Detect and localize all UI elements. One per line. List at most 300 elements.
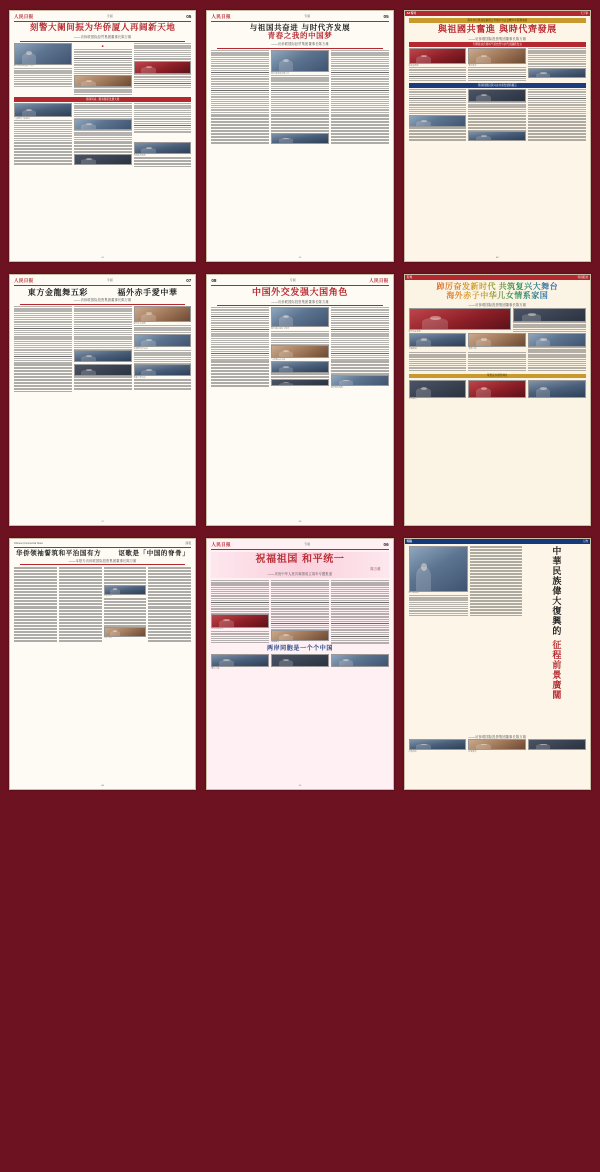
- page-headline: 刻警大阑间振为华侨厦人再阔新天地: [29, 22, 176, 33]
- column-area-top: [409, 308, 586, 333]
- masthead: [14, 14, 191, 22]
- column-2: [74, 306, 132, 334]
- page-headline: 與祖國共奮進 與時代齊發展: [437, 24, 557, 35]
- headline-block: [409, 25, 586, 41]
- body-text: [409, 352, 467, 372]
- column-8: [74, 364, 132, 392]
- bottom-headline-block: [211, 646, 388, 653]
- photo-caption: 与会嘉宾合影留念: [14, 117, 31, 120]
- vertical-title-column: [524, 546, 586, 734]
- page-subtitle: ——访侨联国际投资集团董事长陈万雄: [271, 299, 329, 304]
- column-area-bottom: [409, 739, 586, 753]
- page-footer: 05: [101, 257, 104, 260]
- column-5: [14, 607, 57, 643]
- column-5: [528, 333, 586, 352]
- page-headline-left: 华侨领袖誓筑和平治国有方: [16, 548, 102, 557]
- column-4: [409, 89, 467, 115]
- top-bar: [405, 275, 590, 280]
- page-subtitle: ——访侨联国际投资集团董事长陈万雄: [468, 36, 527, 41]
- body-text: [74, 306, 132, 334]
- masthead-logo: 人民日报: [14, 278, 34, 283]
- headline-row: [14, 288, 191, 297]
- body-text: [14, 68, 72, 88]
- masthead-section: 商报: [185, 541, 192, 545]
- body-text: [331, 331, 389, 361]
- grid-cell-6: [399, 268, 596, 532]
- photo-caption: 接受颁奖: [468, 750, 477, 753]
- column-area-bottom: [409, 115, 586, 141]
- photo-caption: 表彰合影: [468, 347, 477, 350]
- column-3: [528, 48, 586, 81]
- masthead-logo: 特稿: [406, 539, 412, 543]
- photo-caption: 主题演讲: [408, 347, 417, 350]
- body-text: [14, 142, 72, 166]
- photo-caption: 访谈现场: [103, 595, 112, 598]
- headline-block: [14, 288, 191, 303]
- photo-secondary: [271, 133, 329, 144]
- photo-bottom-2: [271, 654, 329, 667]
- photo-caption: 嘉宾发言: [468, 64, 477, 67]
- vertical-headline-block: [549, 546, 560, 734]
- page-subtitle: ——本报专访侨联国际投资集团董事长陈万雄: [68, 558, 137, 563]
- newspaper-page-3: [404, 10, 591, 262]
- column-7: [409, 115, 467, 141]
- body-text: [74, 376, 132, 390]
- photo-caption: 嘉宾合影: [211, 667, 220, 670]
- body-text: [271, 115, 329, 133]
- body-text: [331, 361, 389, 375]
- column-4: [468, 333, 526, 352]
- column-4: [14, 334, 72, 364]
- page-headline-line2: 海外赤子中华儿女情系家国: [409, 291, 586, 301]
- photo-caption: 颁奖典礼现场: [408, 330, 421, 333]
- photo-caption: 项目签约现场: [330, 386, 343, 389]
- column-11: [528, 380, 586, 401]
- column-6: [331, 614, 389, 644]
- photo-caption: 庆祝活动现场: [211, 628, 224, 631]
- body-text: [409, 89, 467, 115]
- column-7: [104, 607, 147, 643]
- grid-cell-5: [201, 268, 398, 532]
- photo-bottom-2: [271, 379, 329, 386]
- masthead: [211, 542, 388, 550]
- photo-caption: 书法题词: [271, 641, 280, 644]
- column-5: [271, 331, 329, 361]
- page-headline-right: 福外赤手愛中華: [117, 286, 178, 297]
- bottom-headline: 两岸同胞是一个个中国: [266, 644, 333, 652]
- column-3: [134, 306, 192, 334]
- photo-main: [271, 307, 329, 327]
- column-2: [468, 48, 526, 81]
- page-headline: 中国外交发强大国角色: [251, 287, 348, 298]
- body-text: [468, 64, 526, 81]
- body-text: [14, 567, 57, 607]
- body-text: [271, 580, 329, 614]
- column-area-bottom: [211, 654, 388, 670]
- body-text: [271, 331, 329, 345]
- photo-caption: 出席活动: [408, 750, 417, 753]
- grid-cell-2: [201, 4, 398, 268]
- column-6: [59, 607, 102, 643]
- photo-caption: 颁奖仪式现场: [133, 322, 146, 325]
- headline-row: [14, 550, 191, 557]
- column-1: [409, 308, 511, 333]
- column-1: [211, 50, 269, 81]
- body-text: [513, 322, 586, 332]
- headline-block: [409, 282, 586, 307]
- photo-bottom: [74, 154, 132, 165]
- body-text: [74, 142, 132, 154]
- body-text: [211, 50, 269, 80]
- photo-bottom-1: [409, 739, 467, 750]
- masthead-page-number: 05: [186, 14, 192, 19]
- headline-block: [211, 288, 388, 304]
- photo-main: [134, 306, 192, 322]
- photo-secondary: [74, 350, 132, 362]
- page-subtitle: ——访侨联国际经贸集团董事长陈万雄: [271, 42, 329, 47]
- column-2: [271, 307, 329, 331]
- masthead-page-number: 06: [383, 542, 389, 547]
- body-text: [59, 567, 102, 607]
- headline-block: [211, 552, 388, 579]
- column-9: [134, 364, 192, 392]
- column-area-mid: [211, 614, 388, 644]
- page-footer: A3: [495, 257, 499, 260]
- page-footer: 06: [298, 785, 302, 788]
- masthead-logo: 专刊: [406, 275, 412, 279]
- column-2: [513, 308, 586, 333]
- column-area-bottom: [14, 142, 191, 167]
- photo-bottom-2: [468, 739, 526, 750]
- masthead-section: 专版: [106, 13, 113, 18]
- body-text: [211, 307, 269, 331]
- column-9: [331, 654, 389, 670]
- masthead-logo: 人民日报: [369, 278, 389, 283]
- photo-caption: 代表团访问交流: [133, 347, 148, 350]
- masthead-page-number: 08: [211, 278, 217, 283]
- photo-caption: 陈万雄在论坛上发言: [271, 327, 290, 330]
- photo-caption: 文艺演出: [408, 398, 417, 401]
- column-3: [104, 567, 147, 607]
- body-text: [104, 607, 147, 627]
- masthead-section: 专版: [304, 13, 311, 18]
- award-band: 荣誉证书颁奖典礼: [409, 374, 586, 379]
- column-3: [134, 43, 192, 96]
- photo-tertiary: [134, 61, 192, 74]
- body-text: [271, 614, 329, 630]
- column-3: [409, 333, 467, 352]
- body-text: [470, 546, 522, 616]
- column-area-top: [14, 43, 191, 96]
- body-text: [59, 607, 102, 643]
- page-footer: 07: [101, 521, 104, 524]
- vertical-headline-2: 征程前景廣闊: [550, 639, 561, 700]
- body-text: [528, 48, 586, 68]
- masthead-section: 专版: [289, 277, 296, 282]
- photo-inline: [74, 119, 132, 130]
- column-8: [528, 352, 586, 372]
- column-1: [14, 306, 72, 334]
- body-text: [331, 81, 389, 115]
- body-text: [134, 74, 192, 88]
- section-band-1: 专题座谈会现场气氛热烈与会代表踊跃发言: [409, 42, 586, 47]
- column-area-mid: [14, 103, 191, 142]
- column-7: [14, 142, 72, 167]
- grid-cell-7: [4, 532, 201, 796]
- column-1: [211, 307, 269, 331]
- column-2: [468, 739, 526, 753]
- column-7: [211, 361, 269, 389]
- column-9: [409, 380, 467, 401]
- top-bar: [405, 11, 590, 16]
- masthead: [14, 542, 191, 548]
- photo-caption: 与外国友人交流: [271, 358, 286, 361]
- column-8: [468, 115, 526, 141]
- photo-group: [14, 103, 72, 117]
- photo-inline: [468, 89, 526, 102]
- newspaper-page-4: [9, 274, 196, 526]
- page-headline-right: 讴歌是「中国的脊骨」: [118, 548, 190, 557]
- body-text: [14, 607, 57, 643]
- body-text: [74, 130, 132, 142]
- newspaper-page-7: [9, 538, 196, 790]
- photo-bottom-1: [74, 364, 132, 376]
- column-4: [211, 81, 269, 115]
- photo-caption: 陈万雄接受记者专访: [271, 72, 290, 75]
- body-text: [104, 598, 147, 606]
- column-7: [468, 352, 526, 372]
- column-3: [331, 307, 389, 331]
- page-headline-line2: 青春之我的中国梦: [267, 31, 333, 41]
- masthead-page-number: 05: [383, 14, 389, 19]
- body-text: [331, 614, 389, 644]
- masthead-section: 人物: [582, 539, 588, 543]
- photo-bottom-2: [468, 131, 526, 141]
- photo-bottom-1: [409, 115, 467, 127]
- column-6: [528, 89, 586, 115]
- body-text: [134, 103, 192, 133]
- column-6: [134, 103, 192, 142]
- column-2: [59, 567, 102, 607]
- photo-caption: 考察项目现场: [133, 154, 146, 157]
- column-area-top: [211, 307, 388, 331]
- column-2: [271, 50, 329, 81]
- column-5: [271, 81, 329, 115]
- photo-caption: 签署合作协议: [133, 376, 146, 379]
- column-area-mid: [211, 331, 388, 361]
- column-6: [331, 81, 389, 115]
- photo-caption: 座谈会现场: [408, 64, 419, 67]
- column-7: [14, 364, 72, 392]
- page-headline: 祝福祖国 和平统一: [255, 553, 345, 565]
- column-1: [211, 580, 269, 614]
- masthead: [14, 278, 191, 286]
- photo-bottom-2: [134, 142, 192, 154]
- column-3: [331, 580, 389, 614]
- newspaper-page-5: [206, 274, 393, 526]
- body-text: [74, 87, 132, 95]
- body-text: [74, 334, 132, 350]
- photo-bottom-1: [408, 380, 467, 401]
- text-column: [470, 546, 522, 734]
- divider: [217, 48, 382, 49]
- column-9: [134, 142, 192, 167]
- body-text: [468, 352, 526, 372]
- body-text: [211, 361, 269, 387]
- column-10: [468, 380, 526, 401]
- body-text: [211, 331, 269, 361]
- grid-cell-8: [201, 532, 398, 796]
- page-headline-line1: 踔厉奋发新时代 共筑复兴大舞台: [409, 282, 586, 292]
- headline-block: [14, 24, 191, 39]
- photo-3: [409, 333, 467, 347]
- divider: [217, 305, 382, 306]
- photo-main: [409, 48, 467, 64]
- column-7: [211, 654, 269, 670]
- body-text: [14, 334, 72, 364]
- photo-main: [103, 585, 147, 598]
- body-text: [331, 307, 389, 331]
- column-4: [14, 103, 72, 142]
- column-4: [211, 331, 269, 361]
- headline-block: [14, 550, 191, 563]
- photo-tertiary: [528, 68, 586, 78]
- photo-main: [409, 308, 511, 330]
- body-text: [74, 49, 132, 75]
- body-text: [148, 567, 191, 607]
- page-headline-left: 東方金龍舞五彩: [27, 286, 88, 297]
- page-subtitle: ——访侨联国际投资集团董事长陈万雄: [73, 298, 132, 303]
- newspaper-page-9: [404, 538, 591, 790]
- body-text: [74, 103, 132, 119]
- column-area-text: [409, 352, 586, 372]
- photo-caption: 陈万雄在座谈会上发言: [14, 65, 35, 68]
- portrait-column: [409, 546, 468, 734]
- masthead-page-number: 07: [186, 278, 192, 283]
- column-9: [528, 115, 586, 141]
- body-text: [211, 115, 269, 145]
- column-area-bottom: [211, 115, 388, 145]
- body-text: [271, 81, 329, 115]
- newspaper-page-8: [206, 538, 393, 790]
- photo-bottom-3: [528, 380, 586, 398]
- page-footer: 05: [298, 257, 302, 260]
- masthead-section: 特别报道: [577, 275, 588, 279]
- photo-secondary: [513, 308, 586, 322]
- column-area-top: [211, 580, 388, 614]
- body-text: [409, 595, 468, 617]
- body-text: [104, 567, 147, 585]
- photo-bottom-3: [331, 654, 389, 667]
- photo-bottom-1: [211, 654, 269, 667]
- body-text: [148, 607, 191, 643]
- column-5: [468, 89, 526, 115]
- masthead-section: 专版: [106, 277, 113, 282]
- column-5: [271, 614, 329, 644]
- column-area-bottom: [409, 380, 586, 401]
- column-1: [14, 43, 72, 96]
- photo-caption: 陈万雄近照: [408, 592, 419, 595]
- top-bar: [405, 539, 590, 544]
- photo-caption: 代表合影: [103, 637, 112, 640]
- column-6: [331, 331, 389, 361]
- column-3: [331, 50, 389, 81]
- page-subtitle: ——庆祝中华人民共和国成立周年专题报道: [267, 572, 333, 577]
- headline-signature: 陈万雄: [370, 566, 381, 571]
- vertical-headline-1: 中華民族偉大復興的: [550, 545, 561, 636]
- photo-4: [468, 333, 526, 347]
- photo-5: [528, 333, 586, 347]
- body-text: [528, 352, 586, 372]
- body-text: [211, 81, 269, 115]
- newspaper-page-6: [404, 274, 591, 526]
- photo-bottom-2: [468, 380, 526, 398]
- photo-secondary: [74, 75, 132, 87]
- newspaper-page-2: [206, 10, 393, 262]
- photo-bottom-2: [134, 364, 192, 376]
- column-2: [271, 580, 329, 614]
- headline-block: [211, 24, 388, 47]
- body-text: [331, 50, 389, 80]
- column-area-mid: [409, 89, 586, 115]
- body-text: [331, 580, 389, 614]
- grid-cell-1: [4, 4, 201, 268]
- column-area-top: [211, 50, 388, 81]
- masthead-logo: 人民日报: [211, 14, 231, 19]
- body-text: [211, 631, 269, 643]
- body-text: [14, 306, 72, 334]
- page-subtitle: ——访侨联国际经贸集团董事长陈万雄: [73, 35, 132, 39]
- newspaper-page-1: [9, 10, 196, 262]
- column-area-bottom: [14, 607, 191, 643]
- column-8: [271, 115, 329, 145]
- body-text: [468, 102, 526, 114]
- feature-area: [409, 546, 586, 734]
- grid-cell-4: [4, 268, 201, 532]
- column-area-top: [409, 48, 586, 81]
- divider: [20, 304, 185, 305]
- body-text: [134, 43, 192, 61]
- column-8: [74, 142, 132, 167]
- body-text: [528, 89, 586, 115]
- photo-tertiary: [134, 334, 192, 347]
- column-9: [331, 115, 389, 145]
- body-text: [468, 115, 526, 131]
- grid-cell-3: [399, 4, 596, 268]
- masthead-section: 专版: [304, 541, 311, 546]
- photo-secondary: [103, 627, 147, 640]
- divider: [20, 41, 185, 42]
- column-4: [148, 567, 191, 607]
- column-6: [409, 352, 467, 372]
- masthead-logo: 人民日报: [14, 14, 34, 19]
- page-headline-line1: 与祖国共奋进 与时代齐发展: [249, 22, 351, 32]
- column-1: [14, 567, 57, 607]
- photo-bottom-3: [528, 739, 586, 750]
- masthead-section: 天下事: [580, 11, 588, 15]
- body-text: [14, 364, 72, 392]
- photo-main: [271, 50, 329, 72]
- column-6: [134, 334, 192, 364]
- masthead-logo: Chinese Commercial News: [14, 542, 43, 546]
- page-subtitle: ——访侨联国际投资集团董事长陈万雄: [468, 302, 527, 307]
- column-2: [74, 43, 132, 96]
- masthead: [211, 14, 388, 22]
- body-text: [211, 580, 269, 614]
- column-8: [148, 607, 191, 643]
- section-band-2: 侨商回国投资兴业共谋发展新篇章: [409, 83, 586, 88]
- column-1: [409, 48, 467, 81]
